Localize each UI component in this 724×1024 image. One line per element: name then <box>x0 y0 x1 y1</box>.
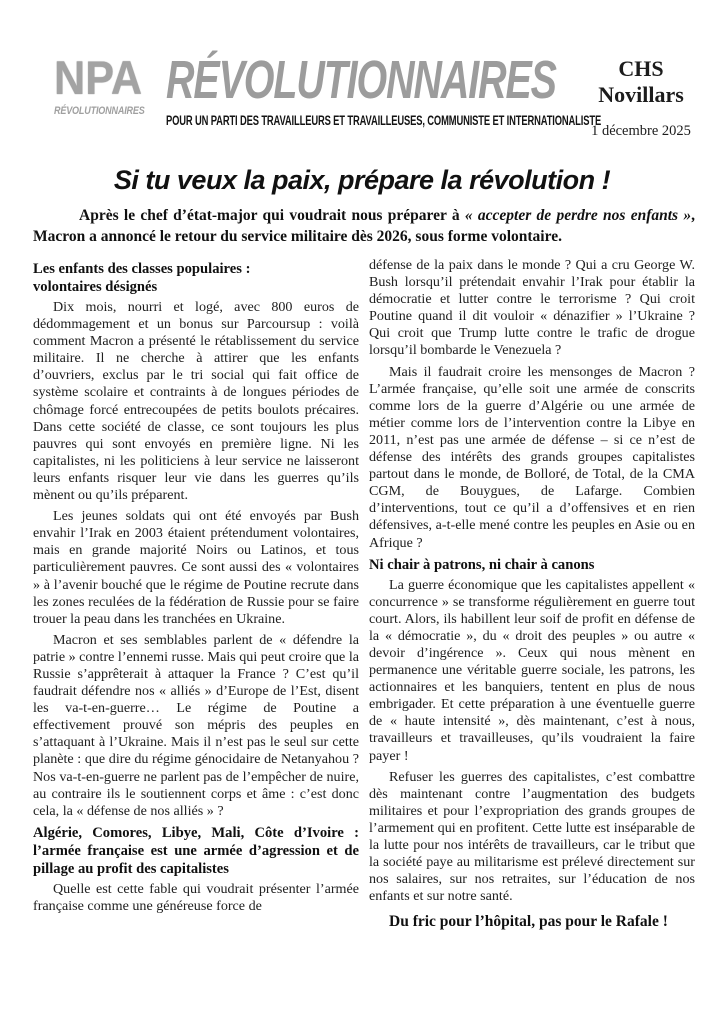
edition-date: 1 décembre 2025 <box>591 122 691 139</box>
left-heading-1-line2: volontaires désignés <box>33 279 158 295</box>
right-paragraph-1: défense de la paix dans le monde ? Qui a cru George W. Bush lorsqu’il prétendait envahir l’Irak pour établir la démocratie et lutter contre le terrorisme ? Qui croit Poutine quand il dit vouloir « dénazifier » l’Ukraine ? Qui croit que Trump lutte contre le trafic de drogue lorsqu’il bombarde le Venezuela ? <box>369 257 695 359</box>
masthead-title: RÉVOLUTIONNAIRES <box>166 50 556 110</box>
left-paragraph-3: Macron et ses semblables parlent de « défendre la patrie » contre l’ennemi russe. Mais qui peut croire que la Russie s’apprêterait à attaquer la France ? C’est qu’il faudrait défendre nos « alliés » d’Europe de l’Est, disent les va-t-en-guerre… Le régime de Poutine a effectivement prouvé son mépris des peuples en s’attaquant à l’Ukraine. Mais il n’est pas le seul sur cette planète : que dire du régime génocidaire de Netanyahou ? Nos va-t-en-guerre ne parlent pas de l’empêcher de nuire, au contraire ils le soutiennent corps et âme : c’est donc cela, la « défense de nos alliés » ? <box>33 631 360 819</box>
left-heading-2: Algérie, Comores, Libye, Mali, Côte d’Ivoire : l’armée française est une armée d’agression et de pillage au profit des capitalistes <box>33 824 359 877</box>
left-heading-1 <box>33 260 359 296</box>
masthead <box>54 50 696 140</box>
intro-part1: Après le chef d’état-major qui voudrait nous préparer à <box>79 207 465 224</box>
right-paragraph-3: La guerre économique que les capitalistes appellent « concurrence » se transforme régulièrement en guerre tout court. Alors, ils habillent leur soif de profit en défense de la « démocratie », du « droit des peuples » ou autre « devoir d’ingérence ». Ceux qui nous mènent en permanence une véritable guerre sociale, les patrons, les actionnaires et les banquiers, tentent en plus de nous embrigader. Et cette préparation à une éventuelle guerre de « haute intensité », dès maintenant, c’est à nous, travailleurs et travailleuses, qu’ils voudraient la faire payer ! <box>369 576 695 764</box>
left-paragraph-1: Dix mois, nourri et logé, avec 800 euros de dédommagement et un bonus sur Parcoursup : voilà comment Macron a présenté le rétablissement du service militaire. Il ne cherche à attirer que les enfants d’ouvriers, exclus par le tri social qui fait office de système scolaire et contraints à de longues périodes de chômage forcé entrecoupées de petits boulots précaires. Dans cette société de classe, ce sont toujours les plus pauvres qui sont envoyés en première ligne. Ni les capitalistes, ni les politiciens à leur service ne laisseront leurs enfants risquer leur vie dans les guerres qu’ils mènent ou qu’ils préparent. <box>33 299 359 504</box>
masthead-subtitle: POUR UN PARTI DES TRAVAILLEURS ET TRAVAILLEUSES, COMMUNISTE ET INTERNATIONALISTE <box>166 112 602 128</box>
right-paragraph-4: Refuser les guerres des capitalistes, c’est combattre dès maintenant contre l’augmentation des budgets militaires et pour l’expropriation des grands groupes de l’armement qui en profitent. Cette lutte est inséparable de la lutte pour nos intérêts de travailleurs, car le tribut que la société paye au militarisme est prélevé directement sur nos salaires, sur nos retraites, sur l’éducation de nos enfants et sur notre santé. <box>369 768 695 905</box>
edition-name <box>586 56 696 108</box>
right-heading-1: Ni chair à patrons, ni chair à canons <box>369 556 595 573</box>
intro-paragraph <box>33 206 695 247</box>
npa-logo-text: NPA <box>54 51 143 104</box>
right-column <box>369 257 695 930</box>
headline: Si tu veux la paix, prépare la révolution ! <box>113 165 611 195</box>
left-heading-1-line1: Les enfants des classes populaires : <box>33 261 251 277</box>
npa-logo-subtext: RÉVOLUTIONNAIRES <box>54 105 145 118</box>
body-columns <box>33 257 695 930</box>
intro-quote: « accepter de perdre nos enfants » <box>464 207 692 224</box>
edition-name-line2: Novillars <box>598 81 684 107</box>
right-paragraph-2: Mais il faudrait croire les mensonges de Macron ? L’armée française, qu’elle soit une armée de conscrits comme lors de la guerre d’Algérie ou une armée de métier comme lors de l’intervention contre la Libye en 2011, n’est pas une armée de défense – si ce n’est de défense des intérêts des grands groupes capitalistes partout dans le monde, de Bolloré, de Total, de la CMA CGM, de Bouygues, de Lafarge. Combien d’interventions, tout ce qu’il a d’offensives et en rien défensives, a-t-elle mené contre les peuples en Asie ou en Afrique ? <box>369 363 695 551</box>
closing-slogan: Du fric pour l’hôpital, pas pour le Rafale ! <box>389 913 668 931</box>
edition-block <box>586 56 696 140</box>
intro-part2: , Macron a annoncé le retour du service militaire dès 2026, sous forme volontaire. <box>33 207 695 245</box>
left-paragraph-2: Les jeunes soldats qui ont été envoyés par Bush envahir l’Irak en 2003 étaient prétendument volontaires, mais en grande majorité Noirs ou Latinos, et tous particulièrement pauvres. Ce sont aussi des « volontaires » à l’avenir bouché que le régime de Poutine recrute dans les zones reculées de la fédération de Russie pour se faire trouer la peau dans les tranchées en Ukraine. <box>33 508 359 627</box>
left-column <box>33 257 359 930</box>
masthead-main <box>166 50 602 128</box>
edition-name-line1: CHS <box>618 56 664 81</box>
npa-logo <box>54 51 162 118</box>
left-paragraph-4: Quelle est cette fable qui voudrait présenter l’armée française comme une généreuse force de <box>33 880 359 914</box>
